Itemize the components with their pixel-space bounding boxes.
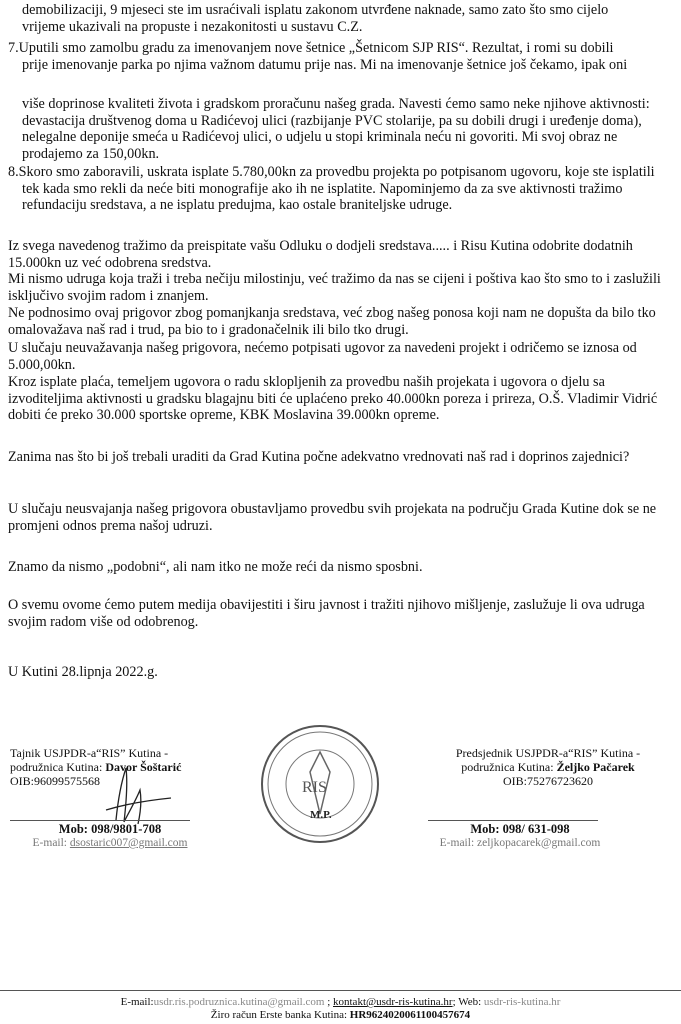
secretary-name: Davor Šoštarić [105, 760, 182, 774]
president-line [428, 820, 598, 821]
secretary-mobile: Mob: 098/9801-708 [58, 822, 162, 836]
item-7-rest: više doprinose kvaliteti života i gradskom proračunu našeg grada. Navesti ćemo samo neke njihove aktivnosti: devastacija društvenog doma u Radićevoj ulici (razbijanje PVC stolarije, pa su dobili drugi i uređenje doma), nelegalne deponije smeća u Radićevoj ulici, o udjelu u stopi kriminala neću ni govoriti. Mi svoj obraz ne prodajemo za 150,00kn. [22, 96, 650, 162]
president-name: Željko Pačarek [556, 760, 635, 774]
paragraph-pride: Ne podnosimo ovaj prigovor zbog pomanjkanja sredstava, već zbog našeg ponosa koji nam ne dopušta da bilo tko omalovažava naš rad i trud, pa bio to i gradonačelnik ili bilo tko drugi. [8, 305, 656, 338]
secretary-email: E-mail: dsostaric007@gmail.com [32, 837, 188, 849]
footer-email[interactable]: usdr.ris.podruznica.kutina@gmail.com [153, 996, 325, 1008]
footer-contacts: E-mail:usdr.ris.podruznica.kutina@gmail.com ; kontakt@usdr-ris-kutina.hr; Web: usdr-ris-kutina.hr [120, 996, 561, 1008]
document-date: U Kutini 28.lipnja 2022.g. [8, 664, 158, 680]
paragraph-not-charity: Mi nismo udruga koja traži i treba nečiju milostinju, već tražimo da nas se cijeni i poštiva kao što smo to i zaslužili isključivo svojim radom i znanjem. [8, 271, 661, 304]
footer-bank: Žiro račun Erste banka Kutina: HR9624020061100457674 [210, 1009, 471, 1021]
secretary-branch: podružnica Kutina: Davor Šoštarić [10, 760, 182, 774]
secretary-oib: OIB:96099575568 [10, 774, 100, 788]
paragraph-request: Iz svega navedenog tražimo da preispitate vašu Odluku o dodjeli sredstava..... i Risu Kutina odobrite dodatnih 15.000kn uz već odobrena sredstva. [8, 238, 633, 271]
president-branch: podružnica Kutina: Željko Pačarek [461, 760, 635, 774]
secretary-title: Tajnik USJPDR-a“RIS” Kutina - [10, 746, 169, 760]
item-8: 8.Skoro smo zaboravili, uskrata isplate 5.780,00kn za provedbu projekta po potpisanom ugovoru, koje ste isplatili tek kada smo rekli da neće biti monografije ako ih ne isplatite. Napominjemo da za sve aktivnosti tražimo refundaciju sredstava, a ne isplatu predujma, kao ostale braniteljske udruge. [8, 164, 655, 214]
footer-rule [0, 990, 681, 991]
top-line-2: vrijeme ukazivali na propuste i nezakonitosti u sustavu C.Z. [22, 18, 363, 35]
top-line-1: demobilizaciji, 9 mjeseci ste im usraćivali isplatu zakonom utvrđene naknade, samo zato što smo cijelo [22, 2, 609, 18]
president-email: E-mail: zeljkopacarek@gmail.com [439, 837, 601, 849]
paragraph-refuse-contract: U slučaju neuvažavanja našeg prigovora, nećemo potpisati ugovor za navedeni projekt i odričemo se iznosa od 5.000,00kn. [8, 340, 637, 373]
footer-web[interactable]: usdr-ris-kutina.hr [483, 996, 561, 1008]
president-mobile: Mob: 098/ 631-098 [470, 822, 570, 836]
top-continuation [8, 2, 675, 35]
stamp-mp: M.P. [310, 809, 332, 821]
paragraph-taxes: Kroz isplate plaća, temeljem ugovora o radu sklopljenih za provedbu naših projekata i ugovora o djelu sa izvoditeljima aktivnosti u gradsku blagajnu biti će uplaćeno preko 40.000kn poreza i prireza, O.Š. Vladimir Vidrić dobiti će preko 30.000 sportske opreme, KBK Moslavina 39.000kn opreme. [8, 374, 658, 424]
president-oib: OIB:75276723620 [503, 774, 593, 788]
paragraph-suspension: U slučaju neusvajanja našeg prigovora obustavljamo provedbu svih projekata na području Grada Kutine dok se ne promjeni odnos prema našoj udruzi. [8, 501, 657, 534]
president-title: Predsjednik USJPDR-a“RIS” Kutina - [455, 746, 641, 760]
secretary-email-link[interactable]: dsostaric007@gmail.com [69, 837, 188, 849]
secretary-line [10, 820, 190, 821]
organization-stamp [258, 722, 382, 846]
paragraph-podobni: Znamo da nismo „podobni“, ali nam itko ne može reći da nismo sposbni. [8, 559, 423, 575]
stamp-center: RIS [302, 779, 327, 796]
item-7-line-2: prije imenovanje parka po njima važnom datumu prije nas. Mi na imenovanje šetnice još čekamo, ipak oni [22, 56, 628, 73]
paragraph-media: O svemu ovome ćemo putem medija obavijestiti i širu javnost i tražiti njihovo mišljenje, zaslužuje li ova udruga svojim radom više od odobrenog. [8, 597, 645, 630]
item-7-line-1: 7.Uputili smo zamolbu gradu za imenovanjem nove šetnice „Šetnicom SJP RIS“. Rezultat, i romi su dobili [8, 40, 614, 56]
footer-kontakt[interactable]: kontakt@usdr-ris-kutina.hr [333, 996, 453, 1008]
footer-iban: HR9624020061100457674 [349, 1009, 471, 1021]
paragraph-question: Zanima nas što bi još trebali uraditi da Grad Kutina počne adekvatno vrednovati naš rad i doprinos zajednici? [8, 449, 630, 465]
item-7-head [8, 40, 675, 73]
bleed-through [430, 470, 670, 710]
president-block [418, 746, 678, 788]
